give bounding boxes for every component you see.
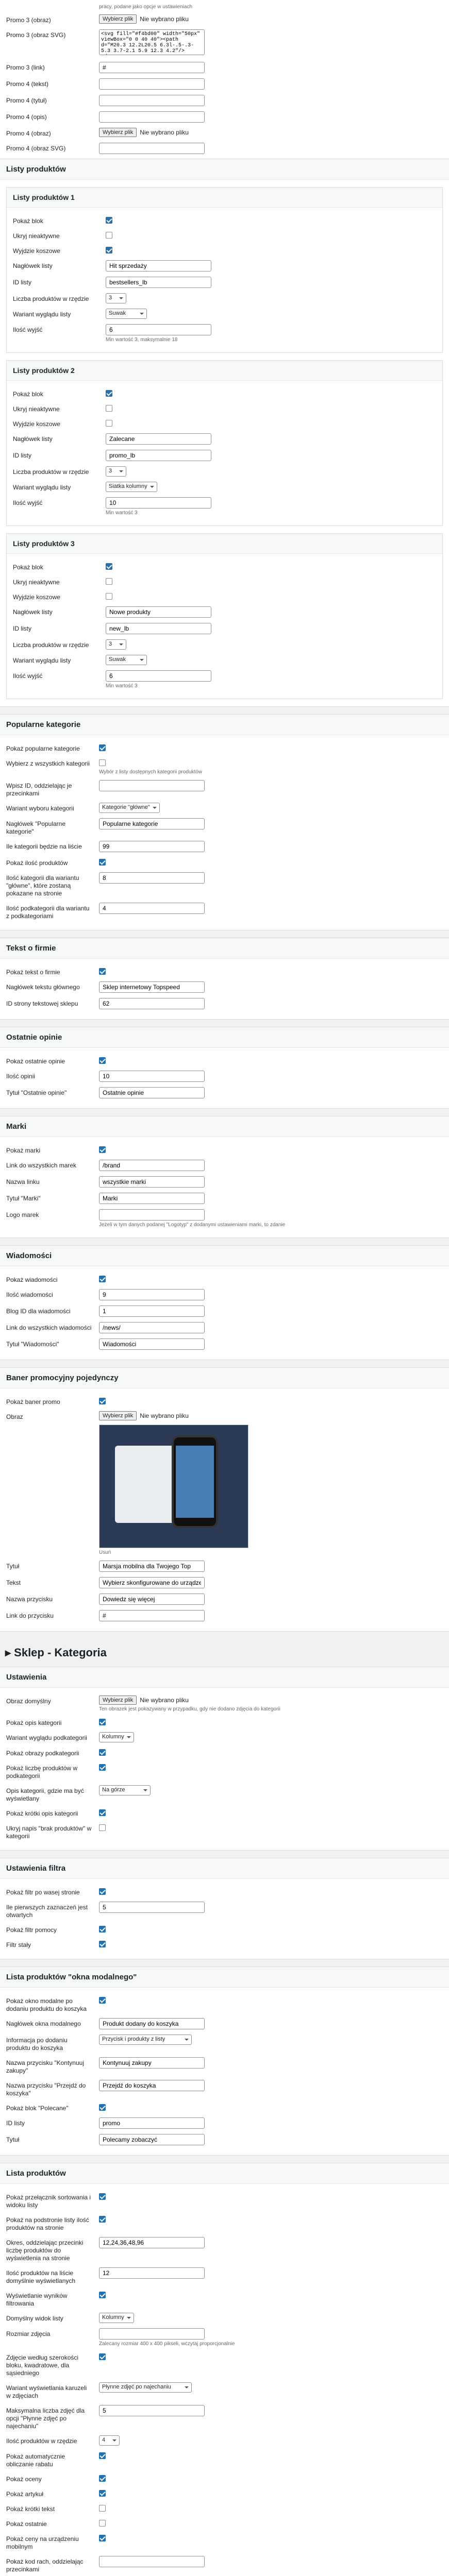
cats-variant-select[interactable]: Kategorie "główne" [99, 803, 160, 813]
set-choose-file-button[interactable]: Wybierz plik [99, 1696, 137, 1705]
brands-logo-label: Logo marek [6, 1211, 39, 1218]
set-file-status: Nie wybrano pliku [140, 1697, 189, 1704]
l3-num-desc: Min wartość 3 [106, 683, 138, 689]
filter-settings-panel [0, 1858, 449, 1959]
pl-default-input[interactable] [99, 2267, 205, 2279]
filter-show-checkbox[interactable] [99, 1888, 106, 1895]
pl-imgsize-label: Rozmiar zdjęcia [6, 2330, 51, 2337]
l1-header-label: Nagłówek listy [13, 262, 53, 269]
pl-options-input[interactable] [99, 2237, 205, 2248]
l3-header-input[interactable] [106, 606, 211, 618]
pl-sort-checkbox[interactable] [99, 2193, 106, 2200]
l1-num-desc: Min wartość 3, maksymalnie 18 [106, 337, 178, 343]
filter-help-checkbox[interactable] [99, 1926, 106, 1933]
brands-heading: Marki [0, 1116, 449, 1137]
set-subimg-checkbox[interactable] [99, 1749, 106, 1756]
banner-btnname-input[interactable] [99, 1594, 205, 1605]
set-subview-label: Wariant wyglądu podkategorii [6, 1734, 87, 1741]
set-desc-checkbox[interactable] [99, 1719, 106, 1725]
modal-header-input[interactable] [99, 2018, 205, 2029]
brands-link-input[interactable] [99, 1160, 205, 1171]
promo4-title-row [6, 92, 443, 109]
brands-logo-input[interactable] [99, 1209, 205, 1221]
pl-perpage-checkbox[interactable] [99, 2216, 106, 2223]
brands-logo-desc: Jeżeli w tym danych podanej "Logotyp" z dodanymi ustawieniami marki, to zdanie [99, 1222, 286, 1228]
pl-view-label: Domyślny widok listy [6, 2315, 63, 2322]
modal-recommended-checkbox[interactable] [99, 2104, 106, 2111]
banner-heading: Baner promocyjny pojedynczy [0, 1368, 449, 1388]
brands-title-label: Tytuł "Marki" [6, 1195, 41, 1202]
brands-title-input[interactable] [99, 1193, 205, 1204]
product-lists-heading: Listy produktów [0, 159, 449, 180]
promo4-desc-input[interactable] [99, 111, 205, 123]
banner-btnlink-label: Link do przycisku [6, 1612, 54, 1619]
pl-last-label: Pokaż ostatnie [6, 2520, 47, 2528]
modal-info-label: Informacja po dodaniu produktu do koszyka [6, 2037, 68, 2052]
shop-category-title: Sklep - Kategoria [14, 1646, 107, 1659]
cats-show-label: Pokaż popularne kategorie [6, 745, 80, 752]
brands-linkname-label: Nazwa linku [6, 1178, 40, 1185]
set-hideempty-label: Ukryj napis "brak produktów" w kategorii [6, 1825, 92, 1840]
l2-count-select[interactable]: 3 [106, 466, 126, 477]
l2-hideprice-checkbox[interactable] [106, 420, 112, 427]
l3-show-label: Pokaż blok [13, 564, 43, 571]
pl-results-label: Wyświetlanie wyników filtrowania [6, 2292, 68, 2307]
banner-show-label: Pokaż baner promo [6, 1398, 60, 1405]
l2-id-label: ID listy [13, 452, 31, 459]
collapse-icon: ▸ [5, 1646, 14, 1659]
modal-header-label: Nagłówek okna modalnego [6, 2020, 81, 2027]
about-show-label: Pokaż tekst o firmie [6, 969, 60, 976]
popular-categories-heading: Popularne kategorie [0, 715, 449, 735]
promo3-svg-row [6, 27, 443, 59]
category-settings-heading: Ustawienia [0, 1667, 449, 1688]
news-link-label: Link do wszystkich wiadomości [6, 1324, 92, 1331]
pl-article-label: Pokaż artykuł [6, 2490, 44, 2498]
l2-header-input[interactable] [106, 433, 211, 445]
promo4-text-label: Promo 4 (tekst) [6, 80, 49, 88]
promo3-image-label: Promo 3 (obraz) [6, 16, 51, 24]
product-list-1 [6, 187, 443, 353]
l1-sort-select[interactable]: Suwak [106, 309, 147, 319]
promo3-link-input[interactable] [99, 62, 205, 73]
pl-last-checkbox[interactable] [99, 2520, 106, 2527]
promo4-desc-row [6, 109, 443, 125]
promo-settings-top [0, 0, 449, 159]
about-page-input[interactable] [99, 998, 205, 1009]
cats-ids-input[interactable] [99, 780, 205, 791]
banner-title-label: Tytuł [6, 1563, 20, 1570]
modal-listid-label: ID listy [6, 2120, 25, 2127]
pl-short-label: Pokaż krótki tekst [6, 2505, 55, 2513]
cats-showcount-label: Pokaż ilość produktów [6, 859, 68, 867]
pl-options-label: Okres, oddzielając przecinki liczbę produktów do wyświetlenia na stronie [6, 2239, 84, 2262]
news-show-label: Pokaż wiadomości [6, 1276, 58, 1283]
l1-num-input[interactable] [106, 324, 211, 335]
l3-num-label: Ilość wyjść [13, 672, 43, 680]
l3-rounded-checkbox[interactable] [106, 578, 112, 585]
l2-id-input[interactable] [106, 450, 211, 461]
l1-show-checkbox[interactable] [106, 217, 112, 224]
news-show-checkbox[interactable] [99, 1276, 106, 1282]
filter-help-label: Pokaż filtr pomocy [6, 1926, 57, 1934]
reviews-count-label: Ilość opinii [6, 1073, 36, 1080]
pl-carousel-select[interactable]: Płynne zdjęć po najechaniu [99, 2382, 192, 2393]
modal-show-checkbox[interactable] [99, 1997, 106, 2004]
promo4-image-row [6, 125, 443, 140]
set-image-label: Obraz domyślny [6, 1698, 51, 1705]
promo3-link-row [6, 59, 443, 76]
news-blog-label: Blog ID dla wiadomości [6, 1308, 71, 1315]
l1-rounded-checkbox[interactable] [106, 232, 112, 239]
l3-id-input[interactable] [106, 623, 211, 634]
l3-hideprice-checkbox[interactable] [106, 593, 112, 600]
l3-sort-label: Wariant wyglądu listy [13, 657, 71, 664]
news-heading: Wiadomości [0, 1246, 449, 1266]
pl-square-checkbox[interactable] [99, 2353, 106, 2360]
product-list-2 [6, 360, 443, 526]
pl-mobile-label: Pokaż ceny na urządzeniu mobilnym [6, 2535, 79, 2550]
modal-cart-label: Nazwa przycisku "Przejdź do koszyka" [6, 2082, 86, 2097]
l3-sort-select[interactable]: Suwak [106, 655, 147, 665]
l2-sort-label: Wariant wyglądu listy [13, 484, 71, 491]
l3-count-label: Liczba produktów w rzędzie [13, 641, 89, 649]
l1-hideprice-label: Wyjdzie koszowe [13, 247, 60, 255]
promo3-svg-label: Promo 3 (obraz SVG) [6, 31, 66, 39]
l3-hideprice-label: Wyjdzie koszowe [13, 594, 60, 601]
l1-sort-label: Wariant wyglądu listy [13, 311, 71, 318]
pl-perrow-select[interactable]: 4 [99, 2435, 120, 2446]
product-list-1-heading: Listy produktów 1 [7, 188, 442, 208]
set-shortdesc-checkbox[interactable] [99, 1809, 106, 1816]
banner-text-label: Tekst [6, 1579, 21, 1586]
pl-discount-label: Pokaż automatycznie obliczanie rabatu [6, 2453, 65, 2468]
banner-image-label: Obraz [6, 1413, 23, 1420]
banner-choose-file-button[interactable]: Wybierz plik [99, 1411, 137, 1420]
promo4-choose-file-button[interactable]: Wybierz plik [99, 128, 137, 137]
banner-remove-link[interactable]: Usuń [99, 1550, 111, 1555]
banner-btnlink-input[interactable] [99, 1610, 205, 1621]
set-subview-select[interactable]: Kolumny [99, 1732, 134, 1742]
modal-list-heading: Lista produktów "okna modalnego" [0, 1967, 449, 1988]
filter-open-input[interactable] [99, 1902, 205, 1913]
l2-header-label: Nagłówek listy [13, 435, 53, 443]
promo4-text-input[interactable] [99, 78, 205, 90]
cats-show-checkbox[interactable] [99, 744, 106, 751]
pl-maximg-label: Maksymalna liczba zdjęć dla opcji "Płynne zdjęć po najechaniu" [6, 2407, 85, 2430]
l2-num-desc: Min wartość 3 [106, 510, 138, 516]
l3-count-select[interactable]: 3 [106, 639, 126, 650]
l1-count-select[interactable]: 3 [106, 293, 126, 303]
cats-sub-input[interactable] [99, 903, 205, 914]
set-descpos-select[interactable]: Na górze [99, 1785, 151, 1795]
reviews-show-checkbox[interactable] [99, 1057, 106, 1064]
cats-all-desc: Wybór z listy dostępnych kategorii produktów [99, 769, 202, 775]
reviews-title-label: Tytuł "Ostatnie opinie" [6, 1089, 67, 1096]
product-list-heading: Lista produktów [0, 2163, 449, 2184]
filter-show-label: Pokaż filtr po wasej stronie [6, 1889, 80, 1896]
l1-rounded-label: Ukryj nieaktywne [13, 232, 60, 240]
news-title-input[interactable] [99, 1338, 205, 1350]
about-heading: Tekst o firmie [0, 938, 449, 959]
pl-rating-label: Pokaż oceny [6, 2476, 42, 2483]
pl-imgsize-input[interactable] [99, 2328, 205, 2340]
promo4-svg-input[interactable] [99, 143, 205, 154]
l2-show-label: Pokaż blok [13, 391, 43, 398]
pl-perrow-label: Ilość produktów w rzędzie [6, 2437, 77, 2445]
l2-hideprice-label: Wyjdzie koszowe [13, 420, 60, 428]
about-header-input[interactable] [99, 981, 205, 993]
cats-count-input[interactable] [99, 841, 205, 852]
pl-codes-input[interactable] [99, 2556, 205, 2567]
l1-id-label: ID listy [13, 279, 31, 286]
brands-panel [0, 1116, 449, 1238]
brands-show-label: Pokaż marki [6, 1147, 41, 1154]
promo4-svg-label: Promo 4 (obraz SVG) [6, 145, 66, 152]
modal-list-panel [0, 1967, 449, 2156]
l1-num-label: Ilość wyjść [13, 326, 43, 333]
brands-link-label: Link do wszystkich marek [6, 1162, 77, 1169]
l2-sort-select[interactable]: Siatka kolumny [106, 482, 157, 492]
cats-header-input[interactable] [99, 818, 205, 829]
modal-title-label: Tytuł [6, 2136, 20, 2143]
pl-discount-checkbox[interactable] [99, 2452, 106, 2459]
cats-variant-label: Wariant wyboru kategorii [6, 805, 74, 812]
brands-show-checkbox[interactable] [99, 1146, 106, 1153]
promo4-text-row [6, 76, 443, 92]
l3-num-input[interactable] [106, 670, 211, 682]
pl-results-checkbox[interactable] [99, 2292, 106, 2298]
cats-showcount-checkbox[interactable] [99, 859, 106, 866]
filter-fixed-checkbox[interactable] [99, 1941, 106, 1947]
promo3-svg-textarea[interactable] [99, 29, 205, 55]
set-descpos-label: Opis kategorii, gdzie ma być wyświetlany [6, 1787, 84, 1802]
promo3-link-label: Promo 3 (link) [6, 64, 45, 71]
l3-rounded-label: Ukryj nieaktywne [13, 579, 60, 586]
product-list-2-heading: Listy produktów 2 [7, 361, 442, 381]
set-subcount-label: Pokaż liczbę produktów w podkategorii [6, 1765, 78, 1780]
news-panel [0, 1245, 449, 1360]
set-shortdesc-label: Pokaż krótki opis kategorii [6, 1810, 78, 1817]
pl-perpage-label: Pokaż na podstronie listy ilość produktów na stronie [6, 2216, 89, 2231]
modal-title-input[interactable] [99, 2134, 205, 2145]
reviews-show-label: Pokaż ostatnie opinie [6, 1058, 65, 1065]
banner-panel [0, 1367, 449, 1632]
banner-text-input[interactable] [99, 1577, 205, 1588]
news-blog-input[interactable] [99, 1306, 205, 1317]
cats-count-label: Ile kategorii będzie na liście [6, 843, 82, 850]
cats-ids-label: Wpisz ID, oddzielając je przecinkami [6, 782, 72, 797]
filter-fixed-label: Filtr stały [6, 1941, 31, 1948]
banner-show-checkbox[interactable] [99, 1398, 106, 1404]
set-subimg-label: Pokaż obrazy podkategorii [6, 1750, 79, 1757]
cats-all-checkbox[interactable] [99, 759, 106, 766]
cats-header-label: Nagłówek "Popularne kategorie" [6, 820, 65, 835]
banner-btnname-label: Nazwa przycisku [6, 1596, 53, 1603]
shop-category-heading[interactable] [0, 1639, 449, 1667]
reviews-heading: Ostatnie opinie [0, 1027, 449, 1048]
product-list-3-heading: Listy produktów 3 [7, 534, 442, 554]
cats-sub-label: Ilość podkategorii dla wariantu z podkategoriami [6, 905, 90, 920]
l2-rounded-checkbox[interactable] [106, 405, 112, 412]
promo4-svg-row [6, 140, 443, 157]
l3-header-label: Nagłówek listy [13, 608, 53, 616]
promo4-title-input[interactable] [99, 95, 205, 106]
news-count-label: Ilość wiadomości [6, 1291, 53, 1298]
l1-id-input[interactable] [106, 277, 211, 288]
cats-main-label: Ilość kategorii dla wariantu "główne", które zostaną pokazane na stronie [6, 874, 79, 897]
promo4-title-label: Promo 4 (tytuł) [6, 97, 47, 104]
l3-id-label: ID listy [13, 625, 31, 632]
pl-square-label: Zdjęcie według szerokości bloku, kwadratowe, dla sąsiedniego [6, 2354, 79, 2377]
promo3-file-status: Nie wybrano pliku [140, 15, 189, 23]
pl-default-label: Ilość produktów na liście domyślnie wyświetlanych [6, 2269, 76, 2284]
popular-categories-panel [0, 714, 449, 930]
brands-linkname-input[interactable] [99, 1176, 205, 1188]
banner-image-preview [99, 1425, 248, 1548]
promo4-file-status: Nie wybrano pliku [140, 129, 189, 136]
l1-hideprice-checkbox[interactable] [106, 247, 112, 253]
modal-cart-input[interactable] [99, 2080, 205, 2091]
pl-maximg-input[interactable] [99, 2405, 205, 2416]
news-title-label: Tytuł "Wiadomości" [6, 1341, 59, 1348]
pl-rating-checkbox[interactable] [99, 2475, 106, 2482]
l2-num-input[interactable] [106, 497, 211, 509]
pl-imgsize-desc: Zalecany rozmiar 400 x 400 pikseli, wczytaj proporcjonalnie [99, 2341, 235, 2347]
banner-title-input[interactable] [99, 1561, 205, 1572]
category-settings-panel [0, 1667, 449, 1851]
l1-count-label: Liczba produktów w rzędzie [13, 295, 89, 302]
l2-rounded-label: Ukryj nieaktywne [13, 405, 60, 413]
modal-continue-label: Nazwa przycisku "Kontynuuj zakupy" [6, 2059, 84, 2074]
l2-num-label: Ilość wyjść [13, 499, 43, 506]
promo3-choose-file-button[interactable]: Wybierz plik [99, 14, 137, 24]
modal-info-select[interactable]: Przycisk i produkty z listy [99, 2035, 192, 2045]
cats-all-label: Wybierz z wszystkich kategorii [6, 760, 90, 767]
reviews-count-input[interactable] [99, 1071, 205, 1082]
set-image-desc: Ten obrazek jest pokazywany w przypadku, gdy nie dodano zdjęcia do kategorii [99, 1706, 280, 1712]
set-hideempty-checkbox[interactable] [99, 1824, 106, 1831]
pl-carousel-label: Wariant wyświetlania karuzeli w zdjęciach [6, 2384, 87, 2399]
modal-continue-input[interactable] [99, 2057, 205, 2069]
modal-listid-input[interactable] [99, 2117, 205, 2129]
set-desc-label: Pokaż opis kategorii [6, 1719, 62, 1726]
promo4-desc-label: Promo 4 (opis) [6, 113, 47, 121]
promo4-image-label: Promo 4 (obraz) [6, 130, 51, 137]
about-show-checkbox[interactable] [99, 968, 106, 975]
product-list-3 [6, 533, 443, 699]
set-subcount-checkbox[interactable] [99, 1764, 106, 1771]
about-panel [0, 938, 449, 1020]
l1-header-input[interactable] [106, 260, 211, 272]
reviews-panel [0, 1027, 449, 1109]
pl-article-checkbox[interactable] [99, 2490, 106, 2497]
l2-show-checkbox[interactable] [106, 390, 112, 397]
l1-show-label: Pokaż blok [13, 217, 43, 225]
promo-note: pracy, podane jako opcje w ustawieniach [99, 4, 193, 10]
filter-open-label: Ile pierwszych zaznaczeń jest otwartych [6, 1904, 88, 1919]
modal-recommended-label: Pokaż blok "Polecane" [6, 2105, 69, 2112]
pl-mobile-checkbox[interactable] [99, 2535, 106, 2541]
product-lists-panel [0, 159, 449, 707]
modal-show-label: Pokaż okno modalne po dodaniu produktu do koszyka [6, 1997, 87, 2012]
news-count-input[interactable] [99, 1289, 205, 1300]
promo3-image-row [6, 12, 443, 27]
about-page-label: ID strony tekstowej sklepu [6, 1000, 78, 1007]
banner-file-status: Nie wybrano pliku [140, 1412, 189, 1419]
product-list-panel [0, 2163, 449, 2576]
filter-settings-heading: Ustawienia filtra [0, 1858, 449, 1879]
pl-codes-label: Pokaż kod rach, oddzielając przecinkami [6, 2558, 84, 2573]
about-header-label: Nagłówek tekstu głównego [6, 984, 80, 991]
l3-show-checkbox[interactable] [106, 563, 112, 570]
pl-view-select[interactable]: Kolumny [99, 2313, 134, 2323]
l2-count-label: Liczba produktów w rzędzie [13, 468, 89, 476]
reviews-title-input[interactable] [99, 1087, 205, 1098]
pl-sort-label: Pokaż przełącznik sortowania i widoku listy [6, 2194, 91, 2209]
pl-short-checkbox[interactable] [99, 2505, 106, 2512]
news-link-input[interactable] [99, 1322, 205, 1333]
cats-main-input[interactable] [99, 872, 205, 884]
